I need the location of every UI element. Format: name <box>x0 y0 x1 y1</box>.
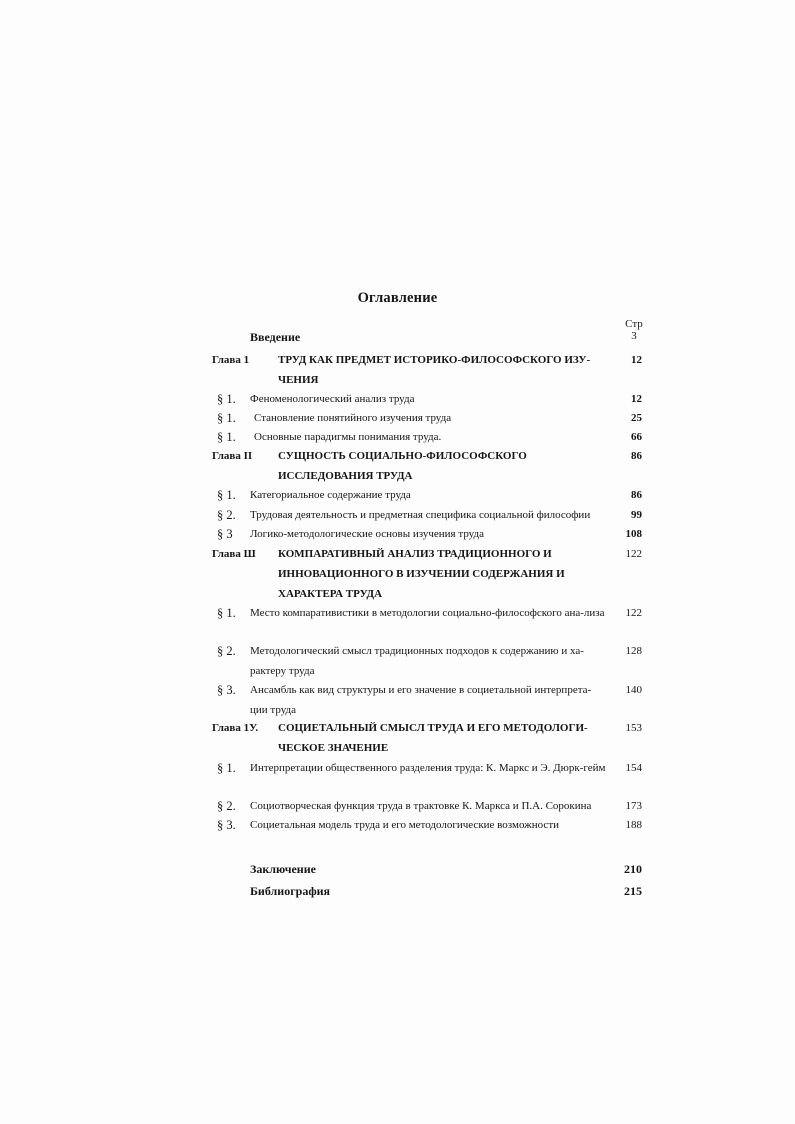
toc-chapter-label: Глава 1У. <box>212 722 259 734</box>
toc-section-label: § 3. <box>217 818 236 832</box>
toc-section-title: Социетальная модель труда и его методологические возможности <box>250 819 560 831</box>
toc-chapter-label: Глава Ш <box>212 548 256 560</box>
toc-section-title: Основные парадигмы понимания труда. <box>254 431 442 443</box>
toc-chapter-title: КОМПАРАТИВНЫЙ АНАЛИЗ ТРАДИЦИОННОГО И ИННОВАЦИОННОГО В ИЗУЧЕНИИ СОДЕРЖАНИЯ И ХАРАКТЕРА ТРУДА <box>278 548 565 600</box>
toc-section-title: Интерпретации общественного разделения труда: К. Маркс и Э. Дюрк-гейм <box>250 762 606 774</box>
toc-section-title: Логико-методологические основы изучения труда <box>250 528 484 540</box>
toc-page-number: 210 <box>624 862 642 876</box>
toc-page-number: 215 <box>624 884 642 898</box>
toc-page-number: 86 <box>631 450 642 462</box>
toc-section-label: § 3. <box>217 683 236 697</box>
toc-section-label: § 1. <box>217 411 236 425</box>
toc-intro-label: Введение <box>250 330 301 344</box>
toc-section-title: Социотворческая функция труда в трактовке К. Маркса и П.А. Сорокина <box>250 800 592 812</box>
toc-section-title: Становление понятийного изучения труда <box>254 412 452 424</box>
page-column-header <box>618 318 650 342</box>
toc-conclusion-label: Заключение <box>250 862 316 876</box>
toc-page-number: 122 <box>625 607 642 619</box>
toc-section-label: § 2. <box>217 644 236 658</box>
toc-section-label: § 1. <box>217 430 236 444</box>
toc-section-label: § 3 <box>217 527 233 541</box>
page-column-header-number: 3 <box>631 330 637 342</box>
toc-section-label: § 1. <box>217 392 236 406</box>
toc-page-number: 86 <box>631 489 642 501</box>
toc-chapter-title: СУЩНОСТЬ СОЦИАЛЬНО-ФИЛОСОФСКОГО ИССЛЕДОВАНИЯ ТРУДА <box>278 450 527 482</box>
toc-chapter-title: ТРУД КАК ПРЕДМЕТ ИСТОРИКО-ФИЛОСОФСКОГО ИЗУ-ЧЕНИЯ <box>278 354 591 386</box>
toc-section-label: § 1. <box>217 606 236 620</box>
toc-page-number: 25 <box>631 412 642 424</box>
toc-page-number: 99 <box>631 509 642 521</box>
toc-section-label: § 1. <box>217 488 236 502</box>
toc-page-number: 140 <box>625 684 642 696</box>
toc-page-number: 12 <box>631 354 642 366</box>
toc-chapter-label: Глава 1 <box>212 354 250 366</box>
page-title: Оглавление <box>357 290 438 306</box>
toc-section-label: § 2. <box>217 508 236 522</box>
toc-section-label: § 2. <box>217 799 236 813</box>
toc-section-title: Феноменологический анализ труда <box>250 393 415 405</box>
toc-section-title: Категориальное содержание труда <box>250 489 411 501</box>
toc-page-number: 128 <box>625 645 642 657</box>
toc-section-title: Ансамбль как вид структуры и его значение в социетальной интерпрета-ции труда <box>250 684 592 716</box>
toc-page-number: 108 <box>625 528 642 540</box>
page-column-header-label: Стр <box>625 318 643 330</box>
toc-section-label: § 1. <box>217 761 236 775</box>
toc-page-number: 66 <box>631 431 642 443</box>
toc-page-number: 188 <box>625 819 642 831</box>
toc-chapter-label: Глава II <box>212 450 253 462</box>
toc-section-title: Методологический смысл традиционных подходов к содержанию и ха-рактеру труда <box>250 645 584 677</box>
toc-page-number: 153 <box>625 722 642 734</box>
toc-page-number: 173 <box>625 800 642 812</box>
toc-section-title: Место компаративистики в методологии социально-философского ана-лиза <box>250 607 605 619</box>
toc-chapter-title: СОЦИЕТАЛЬНЫЙ СМЫСЛ ТРУДА И ЕГО МЕТОДОЛОГИ-ЧЕСКОЕ ЗНАЧЕНИЕ <box>278 722 588 754</box>
toc-page-number: 12 <box>631 393 642 405</box>
toc-section-title: Трудовая деятельность и предметная специфика социальной философии <box>250 509 591 521</box>
toc-page-number: 122 <box>625 548 642 560</box>
toc-page-number: 154 <box>625 762 642 774</box>
toc-bibliography-label: Библиография <box>250 884 331 898</box>
